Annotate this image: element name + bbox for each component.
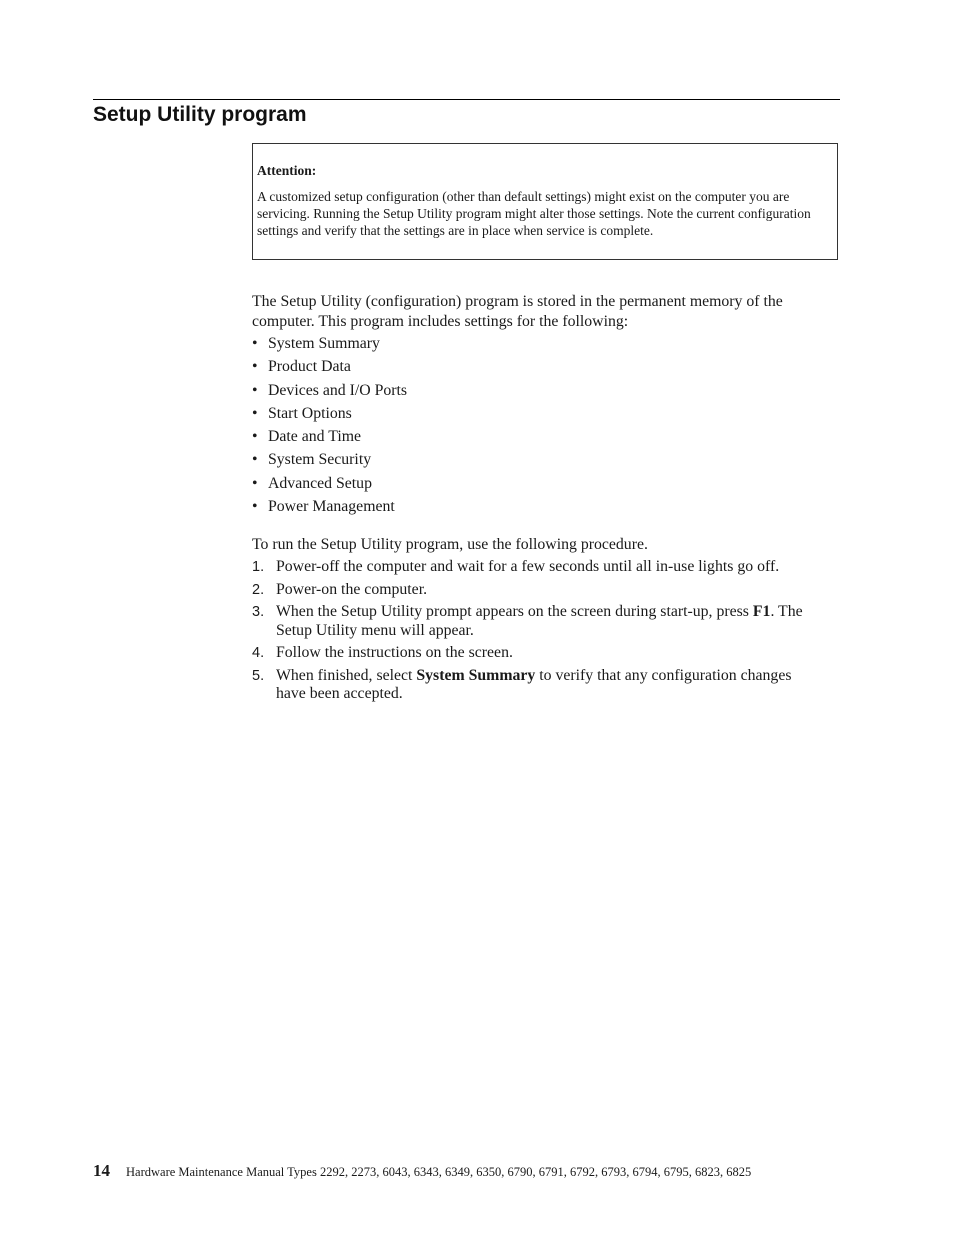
step-text-part: to verify that any configuration changes have been accepted. — [276, 666, 792, 702]
list-item-label: System Security — [268, 451, 372, 469]
bullet-icon: • — [252, 451, 258, 469]
step-number: 1. — [252, 559, 265, 575]
procedure-step — [252, 667, 842, 704]
step-text-part: . The Setup Utility menu will appear. — [276, 603, 803, 639]
list-item-label: Advanced Setup — [268, 474, 372, 492]
settings-list — [252, 333, 407, 519]
procedure-intro: To run the Setup Utility program, use the following procedure. — [252, 536, 648, 553]
step-text-part: When the Setup Utility prompt appears on the screen during start-up, press — [276, 603, 753, 620]
list-item — [252, 473, 407, 496]
page-footer — [93, 1162, 751, 1181]
list-item — [252, 380, 407, 403]
list-item-label: System Summary — [268, 335, 380, 352]
emphasis-system-summary: System Summary — [416, 666, 536, 684]
intro-paragraph: The Setup Utility (configuration) program is stored in the permanent memory of the computer. This program includes settings for the following: — [252, 293, 783, 330]
procedure-step — [252, 603, 842, 640]
list-item — [252, 403, 407, 426]
bullet-icon: • — [252, 474, 258, 492]
list-item — [252, 496, 407, 519]
bullet-icon: • — [252, 498, 258, 516]
page-number: 14 — [93, 1161, 110, 1180]
section-title: Setup Utility program — [93, 103, 307, 126]
step-number: 2. — [252, 581, 265, 598]
bullet-icon: • — [252, 358, 258, 376]
step-text: Follow the instructions on the screen. — [276, 644, 513, 661]
manual-title: Hardware Maintenance Manual Types 2292, 2273, 6043, 6343, 6349, 6350, 6790, 6791, 6792, 6793, 6794, 6795, 6823, 6825 — [126, 1165, 752, 1179]
list-item-label: Start Options — [268, 404, 352, 422]
procedure-step — [252, 558, 842, 577]
step-text — [276, 603, 842, 640]
attention-label: Attention: — [257, 163, 317, 178]
attention-box — [252, 143, 838, 260]
step-text-part: When finished, select — [276, 666, 417, 684]
attention-text: A customized setup configuration (other than default settings) might exist on the computer you are servicing. Running the Setup Utility program might alter those settings. Note the current configuration settings and verify that the settings are in place when service is complete. — [257, 189, 811, 239]
list-item — [252, 426, 407, 449]
step-number: 4. — [252, 645, 265, 661]
step-text: Power-on the computer. — [276, 580, 428, 598]
bullet-icon: • — [252, 428, 258, 446]
step-number: 5. — [252, 667, 265, 684]
procedure-step — [252, 581, 842, 600]
procedure-step — [252, 644, 842, 663]
step-text — [276, 667, 806, 704]
list-item-label: Date and Time — [268, 428, 362, 446]
list-item-label: Product Data — [268, 358, 351, 376]
bullet-icon: • — [252, 335, 258, 352]
list-item — [252, 449, 407, 472]
key-f1: F1 — [752, 603, 771, 620]
bullet-icon: • — [252, 404, 258, 422]
step-text: Power-off the computer and wait for a few seconds until all in-use lights go off. — [276, 558, 780, 575]
list-item-label: Power Management — [268, 498, 395, 516]
step-number: 3. — [252, 604, 265, 620]
list-item-label: Devices and I/O Ports — [268, 381, 408, 399]
list-item — [252, 356, 407, 379]
list-item — [252, 333, 407, 356]
bullet-icon: • — [252, 381, 258, 399]
section-divider — [93, 99, 840, 100]
procedure-steps — [252, 558, 842, 708]
